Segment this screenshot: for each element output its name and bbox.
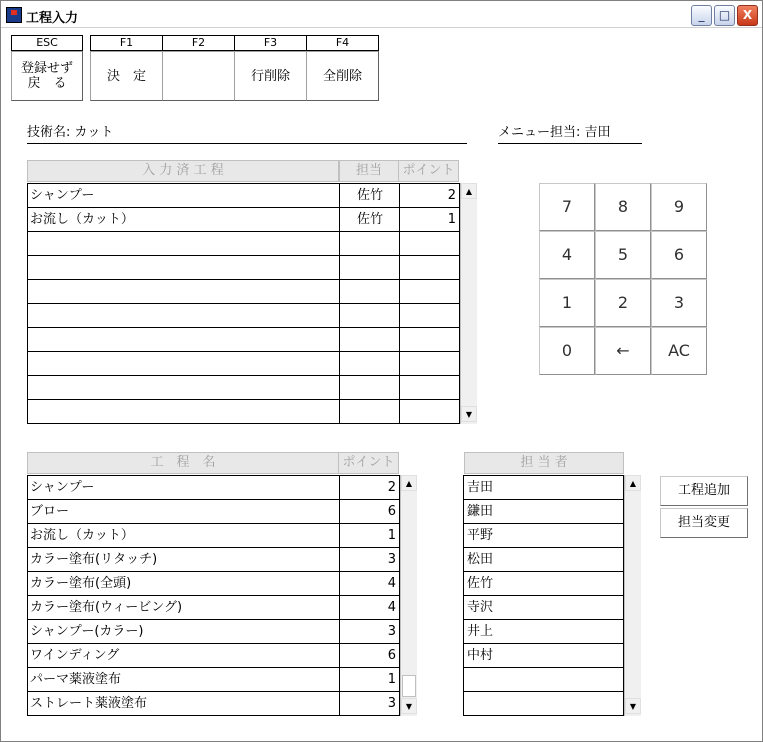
keypad <box>539 183 707 375</box>
process-cell <box>30 232 338 255</box>
list-item[interactable] <box>464 500 623 524</box>
delete-row-button[interactable]: 行削除 <box>234 51 307 101</box>
staff-cell <box>340 280 400 303</box>
scroll-down-icon[interactable]: ▼ <box>461 406 477 422</box>
table-row[interactable] <box>28 400 459 424</box>
f2-key-label: F2 <box>162 35 235 51</box>
process-cell <box>30 280 338 303</box>
staff-name-cell: 鎌田 <box>467 504 494 519</box>
app-icon <box>6 7 22 23</box>
process-name-cell: ワインディング <box>30 648 120 663</box>
staff-cell <box>340 304 400 327</box>
entered-staff-header: 担当 <box>339 160 399 182</box>
points-cell: 6 <box>387 504 396 519</box>
f4-key-label: F4 <box>306 35 379 51</box>
process-scrollbar[interactable] <box>400 475 417 716</box>
table-row[interactable] <box>28 232 459 256</box>
scroll-up-icon[interactable]: ▲ <box>461 183 477 199</box>
process-cell <box>30 256 338 279</box>
entered-process-header: 入 力 済 工 程 <box>27 160 339 182</box>
process-points-header: ポイント <box>338 452 399 474</box>
staff-name-cell: 井上 <box>467 624 494 639</box>
points-cell: 6 <box>387 648 396 663</box>
points-cell <box>400 280 456 303</box>
list-item[interactable] <box>464 548 623 572</box>
process-name-cell: ストレート薬液塗布 <box>30 696 148 711</box>
entered-scrollbar[interactable] <box>460 183 477 424</box>
staff-name-cell: 佐竹 <box>467 576 494 591</box>
staff-name-cell: 松田 <box>467 552 494 567</box>
list-item[interactable] <box>464 476 623 500</box>
table-row[interactable] <box>28 280 459 304</box>
list-item[interactable] <box>464 692 623 716</box>
staff-name-cell <box>467 668 617 691</box>
staff-list[interactable] <box>463 475 624 716</box>
points-cell: 4 <box>387 576 396 591</box>
list-item[interactable] <box>464 620 623 644</box>
process-cell <box>30 376 338 399</box>
table-row[interactable] <box>28 376 459 400</box>
back-without-saving-button[interactable]: 登録せず 戻 る <box>11 51 83 101</box>
confirm-button[interactable]: 決 定 <box>90 51 163 101</box>
scroll-thumb[interactable] <box>402 675 416 697</box>
column-divider <box>339 184 340 423</box>
process-cell <box>30 304 338 327</box>
list-item[interactable] <box>464 596 623 620</box>
staff-name-cell <box>467 692 617 715</box>
process-cell: シャンプー <box>30 188 95 203</box>
points-cell: 2 <box>387 480 396 495</box>
process-name-cell: パーマ薬液塗布 <box>30 672 122 687</box>
staff-name-cell: 中村 <box>467 648 494 663</box>
process-cell <box>30 328 338 351</box>
points-cell <box>400 376 456 399</box>
table-row[interactable] <box>28 184 459 208</box>
staff-cell: 佐竹 <box>356 188 383 203</box>
list-item[interactable] <box>464 572 623 596</box>
f1-key-label: F1 <box>90 35 163 51</box>
list-item[interactable] <box>28 668 399 692</box>
list-item[interactable] <box>28 620 399 644</box>
points-cell: 4 <box>387 600 396 615</box>
process-cell: お流し（カット） <box>30 212 134 227</box>
process-name-cell: カラー塗布(リタッチ) <box>30 552 158 567</box>
f2-button[interactable] <box>162 51 235 101</box>
list-item[interactable] <box>464 524 623 548</box>
keypad-key-3[interactable]: 3 <box>651 279 707 327</box>
list-item[interactable] <box>28 596 399 620</box>
process-name-cell: シャンプー <box>30 480 95 495</box>
scroll-up-icon[interactable]: ▲ <box>401 475 417 491</box>
process-name-cell: お流し（カット） <box>30 528 134 543</box>
table-row[interactable] <box>28 328 459 352</box>
keypad-key-9[interactable]: 9 <box>651 183 707 231</box>
keypad-key-8[interactable]: 8 <box>595 183 651 231</box>
technique-name: 技術名: カット <box>27 124 467 144</box>
staff-cell <box>340 256 400 279</box>
delete-all-button[interactable]: 全削除 <box>306 51 379 101</box>
staff-cell <box>340 328 400 351</box>
staff-scrollbar[interactable] <box>624 475 641 716</box>
column-divider <box>339 476 340 715</box>
table-row[interactable] <box>28 208 459 232</box>
points-cell <box>400 256 456 279</box>
window-title: 工程入力 <box>26 11 79 26</box>
points-cell <box>400 352 456 375</box>
keypad-key-←[interactable]: ← <box>595 327 651 375</box>
keypad-key-2[interactable]: 2 <box>595 279 651 327</box>
close-button[interactable]: X <box>737 5 758 26</box>
list-item[interactable] <box>28 692 399 716</box>
staff-cell <box>340 352 400 375</box>
list-item[interactable] <box>28 548 399 572</box>
scroll-down-icon[interactable]: ▼ <box>401 698 417 714</box>
points-cell <box>400 232 456 255</box>
keypad-key-1[interactable]: 1 <box>539 279 595 327</box>
points-cell: 1 <box>387 672 396 687</box>
process-cell <box>30 400 338 423</box>
process-name-header: 工 程 名 <box>27 452 339 474</box>
process-name-cell: シャンプー(カラー) <box>30 624 144 639</box>
list-item[interactable] <box>464 668 623 692</box>
scroll-up-icon[interactable]: ▲ <box>625 475 641 491</box>
list-item[interactable] <box>464 644 623 668</box>
staff-cell <box>340 376 400 399</box>
minimize-button[interactable]: _ <box>691 5 712 26</box>
keypad-key-7[interactable]: 7 <box>539 183 595 231</box>
process-list[interactable] <box>27 475 400 716</box>
points-cell: 2 <box>447 188 456 203</box>
list-item[interactable] <box>28 476 399 500</box>
keypad-key-4[interactable]: 4 <box>539 231 595 279</box>
column-divider <box>399 184 400 423</box>
staff-cell: 佐竹 <box>356 212 383 227</box>
entered-points-header: ポイント <box>398 160 459 182</box>
points-cell: 3 <box>387 696 396 711</box>
maximize-button[interactable]: □ <box>714 5 735 26</box>
f3-key-label: F3 <box>234 35 307 51</box>
points-cell: 3 <box>387 552 396 567</box>
keypad-key-AC[interactable]: AC <box>651 327 707 375</box>
process-name-cell: カラー塗布(ウィービング) <box>30 600 183 615</box>
list-item[interactable] <box>28 572 399 596</box>
title-bar <box>1 1 762 28</box>
esc-key-label: ESC <box>11 35 83 51</box>
table-row[interactable] <box>28 256 459 280</box>
add-process-button[interactable]: 工程追加 <box>660 476 748 506</box>
points-cell <box>400 328 456 351</box>
list-item[interactable] <box>28 500 399 524</box>
process-name-cell: ブロー <box>30 504 70 519</box>
staff-header: 担 当 者 <box>464 452 624 474</box>
points-cell: 3 <box>387 624 396 639</box>
table-row[interactable] <box>28 304 459 328</box>
points-cell <box>400 304 456 327</box>
table-row[interactable] <box>28 352 459 376</box>
list-item[interactable] <box>28 644 399 668</box>
points-cell: 1 <box>447 212 456 227</box>
entered-process-grid[interactable] <box>27 183 460 424</box>
staff-cell <box>340 400 400 423</box>
staff-name-cell: 平野 <box>467 528 494 543</box>
points-cell: 1 <box>387 528 396 543</box>
staff-cell <box>340 232 400 255</box>
process-name-cell: カラー塗布(全頭) <box>30 576 132 591</box>
keypad-key-6[interactable]: 6 <box>651 231 707 279</box>
change-staff-button[interactable]: 担当変更 <box>660 508 748 538</box>
scroll-down-icon[interactable]: ▼ <box>625 698 641 714</box>
staff-name-cell: 吉田 <box>467 480 494 495</box>
menu-staff: メニュー担当: 吉田 <box>498 124 642 144</box>
staff-name-cell: 寺沢 <box>467 600 494 615</box>
list-item[interactable] <box>28 524 399 548</box>
keypad-key-0[interactable]: 0 <box>539 327 595 375</box>
process-cell <box>30 352 338 375</box>
points-cell <box>400 400 456 423</box>
keypad-key-5[interactable]: 5 <box>595 231 651 279</box>
